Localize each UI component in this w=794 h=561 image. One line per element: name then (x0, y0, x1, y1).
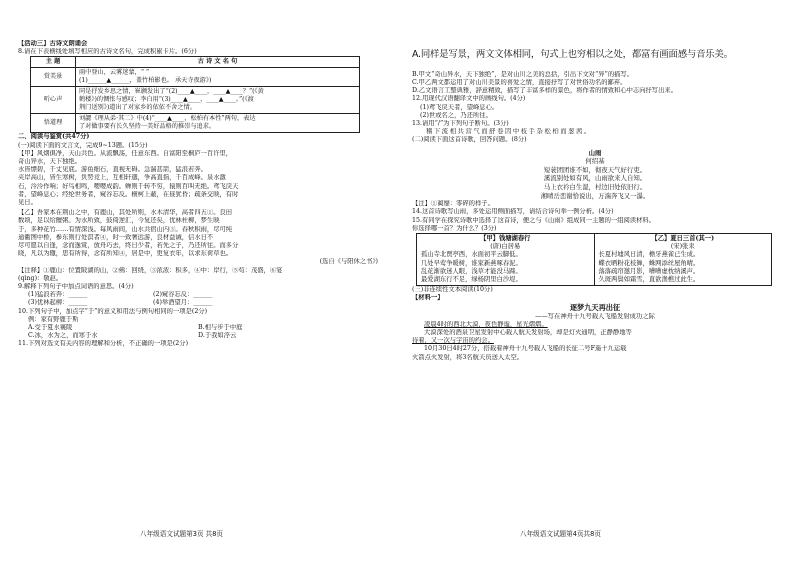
poem-a-title: 【甲】钱塘湖春行 (480, 234, 531, 242)
passage-line: 数顷，足以给饘粥。为水所致，鼓倚逆汇，今复还矣，优林杜柳，梦生映 (18, 217, 220, 225)
question-12: 12.用现代汉语翻译文中的画线句。(4分) (412, 95, 526, 103)
passage-jia (18, 150, 398, 207)
q10-example: 例：家有野鹿于斯 (28, 315, 79, 323)
q9-item: (2)窥谷忘反：______ (153, 291, 213, 299)
question-9: 9.解释下列句子中加点词语的意思。(4分) (18, 283, 134, 291)
poem-a-line: 孤山寺北贾亭西，水面初平云脚低。 (421, 251, 522, 259)
right-page-footer: 八年级语文试题第4页共8页 (520, 530, 601, 538)
table-theme-cell: 听心声 (31, 87, 76, 114)
table-line: 了对做事要有长久坚持一美好品格的推崇与追求。 (79, 123, 216, 131)
article-subtitle: ——写在神舟十九号载人飞船发射成功之际 (535, 312, 655, 320)
passage-yi (18, 209, 398, 258)
poem-a-cell (417, 233, 595, 285)
poem-title: 山雨 (588, 148, 602, 157)
poem-b-cell (594, 233, 772, 285)
poem-a-line: 乱花渐欲迷人眼，浅草才能没马蹄。 (421, 267, 522, 275)
table-line: 同是抒发乡思之情，崔颢发出了“(2)____▲____，____▲____？”(《黄 (79, 88, 264, 96)
q10-options (18, 324, 398, 340)
q12-item: (1)鸢飞戾天者，望峰息心。 (420, 103, 499, 111)
table-row (31, 68, 360, 87)
poem-line: 马上衣衿白生湿，村边旧处依旧行。 (543, 182, 647, 191)
question-8: 8.请在下表横线处填写相应的古诗文名句，完成积累卡片。(6分) (18, 48, 197, 56)
poem-b-line: 久斑两鬓如霜雪，直欲渔樵过此生。 (598, 276, 700, 283)
passage-line: 【甲】风烟俱净，天山共色。从流飘荡，任意东西。自富阳至桐庐一百许里， (18, 149, 233, 157)
question-15-cont: 你选择哪一首？为什么？(3分) (412, 224, 497, 232)
poem-note: 【注】①蔺靡：零碎的样子。 (412, 200, 494, 208)
table-theme-cell: 赏美景 (31, 68, 76, 87)
table-line: 刘勰《理从弟·其二》中(4)“____▲____，松柏有本性”两句，表达 (79, 115, 256, 123)
table-header-row (31, 57, 360, 68)
option-b-line: B.甲文“奇山异水，天下独绝”，是对山川之美的总括，引出下文对“异”的描写。 (412, 70, 634, 78)
poem-a-line: 最爱湖东行不足，绿杨阴里白沙堤。 (421, 276, 522, 283)
article-line: 待着，又一次与宇宙的约会。 (412, 337, 494, 345)
table-line: (1)______▲______，盖竹柏影也。 承天寺夜游》) (79, 77, 212, 85)
q9-item: (3)优林起柳：______ (28, 299, 88, 307)
passage-source: (选自《与阳休之书》) (319, 258, 378, 266)
table-row (31, 87, 360, 114)
article-line: 10月30日4时27分，搭载着神舟十九号载人飞船的长征二号F遥十九运载 (424, 345, 627, 353)
passage-line: 者，望峰息心；经纶世务者，窥谷忘反。横柯上蔽，在昼犹昏；疏条交映，有时 (18, 190, 239, 198)
table-row (417, 233, 772, 285)
poem-a-line: 几处早莺争暖树，谁家新燕啄春泥。 (421, 259, 522, 267)
table-theme-cell: 悟道理 (31, 114, 76, 133)
poetry-card-table (30, 56, 360, 133)
article-line: 凌晨4时的西北大漠，夜色静谧，星光熠熠。 (424, 320, 548, 328)
question-15: 15.有同学在探究诗歌中选择了这首诗，便之与《山雨》组成同一主题的一组阅读材料。 (412, 216, 655, 224)
poem-a-author: (唐)白居易 (490, 243, 521, 251)
article-line: 火箭点火发射，将3名航天员送入太空。 (412, 353, 524, 361)
table-content-cell (76, 87, 360, 114)
table-line: 鹤楼》)的惆怅与感叹；李白用“(3)____▲____，____▲____。”(《渡 (79, 96, 254, 104)
passage-line: 于，多种花竹……有情深浅。每风雨间，山水共宿山内③。春秋积雨，尽可纯 (18, 225, 233, 233)
comparison-poems-table (416, 233, 772, 286)
question-10: 10.下列句子中，加点字“于”的意义和用法与例句相同的一项是(2分) (18, 307, 208, 315)
question-14: 14.这首诗歌写山雨，多处运用侧面描写，请结合诗句举一例分析。(4分) (412, 208, 614, 216)
table-line: 荆门送别》)道出了对家乡的依依不舍之情。 (79, 104, 196, 112)
q9-items (18, 291, 278, 307)
passage-line: 水皆缥碧，千丈见底。游鱼细石，直视无碍。急湍甚箭，猛浪若奔。 (18, 166, 207, 174)
section-3-heading: (三)非连续性文本阅读(10分) (412, 286, 493, 294)
q12-item: (2)世或名之，乃还所往。 (420, 111, 492, 119)
passage-line: 尽可愿以自逢，念而逸赏，放舟巧去，终日少者，若先之子，乃还所往。而多分 (18, 242, 239, 250)
article-title: 逐梦九天再出征 (569, 302, 621, 312)
annotation-line: 【注释】①鹿山：位置陂湖的山，②佛：回绕，③浓浓：积多，④中：岸行，⑤苟：茂盛，⑥宴 (18, 266, 283, 274)
right-page (412, 40, 778, 362)
section-2-heading: 二、阅读与鉴赏(共47分) (18, 133, 90, 141)
table-content-cell (76, 68, 360, 87)
q10-option: A.受于夏水襄陵 (28, 324, 73, 332)
left-page-footer: 八年级语文试题第3页 共8页 (140, 530, 224, 538)
q13-sentence: 稽下流相共营气而舒卷因中枝手杂松柏而葱茜。 (426, 128, 592, 136)
passage-line: 石，泠泠作响；好鸟相鸣，嘤嘤成韵。蝉则千转不穷，猿则百叫无绝。鸢飞戾天 (18, 182, 239, 190)
passage-line: 通衢图中桥，参东则行处溟者④，时一致奢远游，良材益诫，信水日不 (18, 233, 214, 241)
passage-line: 奇山异水，天下独绝。 (18, 158, 81, 166)
table-header-cell: 古 诗 文 名 句 (76, 57, 360, 68)
q9-item: (1)猛浪若奔：______ (28, 291, 88, 299)
question-11: 11.下列对选文有关内容的理解和分析，不正确的一项是(2分) (18, 340, 189, 348)
poem-line: 短蓑团团谁不如，彻夜天气好行吏。 (543, 165, 647, 174)
q9-item: (4)举酒望月：______ (153, 299, 213, 307)
poem-b-line: 蝶衣晒粉花枝舞，蛛网添丝屋角晴。 (598, 259, 700, 267)
poem-author: 何绍基 (585, 157, 605, 166)
poem-b-title: 【乙】夏日三首(其一) (651, 234, 715, 242)
passage-line: 【乙】吾家本在荆山之中，有鹿山，其处所则，水木清华，高者四五①。良田 (18, 209, 233, 217)
poem-b-line: 落落疏帘邀月影，嘈嘈虚枕纳溪声。 (598, 267, 700, 275)
passage-line: 夹岸高山，皆生寒树，负势竞上，互相轩邈，争高直指，千百成峰。泉水激 (18, 174, 226, 182)
passage-line: 见日。 (18, 199, 37, 207)
annotation-line: (qìng)：敬赵。 (18, 274, 63, 282)
activity-heading: 【活动三】古诗文朗诵会 (18, 40, 88, 47)
poem-line: 溪流别处如有风，山雨欲来人自知。 (543, 174, 647, 183)
material-label: 【材料一】 (412, 294, 444, 302)
q10-option: B.相与步于中庭 (198, 324, 243, 332)
option-d-line: D.乙文语言工整典雅，辞意精致，描写了丰富多样的景色，将作者的情致和心中志向抒写出来。 (412, 87, 677, 95)
article-line: 大漠深处的酒泉卫星发射中心载人航天发射场，却是灯火通明，正静静地等 (424, 329, 632, 337)
section-2a-heading: (一)阅读下面的文言文，完成9~13题。(15分) (18, 141, 148, 149)
left-page (18, 40, 398, 349)
passage-line: 晓，凡以为辙，思有所得，念有所知④，居是中，更复衣年，以求东荷草也。 (18, 250, 233, 258)
table-content-cell (76, 114, 360, 133)
poem-b-line: 长夏村墟风日清，檐牙燕雀已生成。 (598, 251, 700, 259)
table-row (31, 114, 360, 133)
poem-b-author: (宋)张耒 (670, 243, 695, 251)
q10-option: D.于我如浮云 (198, 332, 237, 340)
table-line: 雨中登山，云雾迷蒙，“ ” (79, 69, 150, 77)
poem-shanyu (412, 149, 778, 201)
option-a-line: A.同样是写景，两文文体相同，句式上也穷相以之处，都富有画面感与音乐美。 (412, 49, 733, 61)
table-header-cell: 主 题 (31, 57, 76, 68)
option-c-line: C.甲乙两文都运用了对山川美景的喜爱之情，直接抒写了对世俗功名的鄙弃。 (412, 78, 627, 86)
poem-line: 湘晴岳峦谢恰说出，万湍奔飞又一瀑。 (540, 191, 650, 200)
question-13: 13.请用“/”为下列句子断句。(3分) (412, 120, 509, 127)
section-2b-heading: (二)阅读下面这首诗歌，回答问题。(8分) (412, 136, 527, 144)
q10-option: C.冰，水为之，而寒于水 (28, 332, 98, 340)
